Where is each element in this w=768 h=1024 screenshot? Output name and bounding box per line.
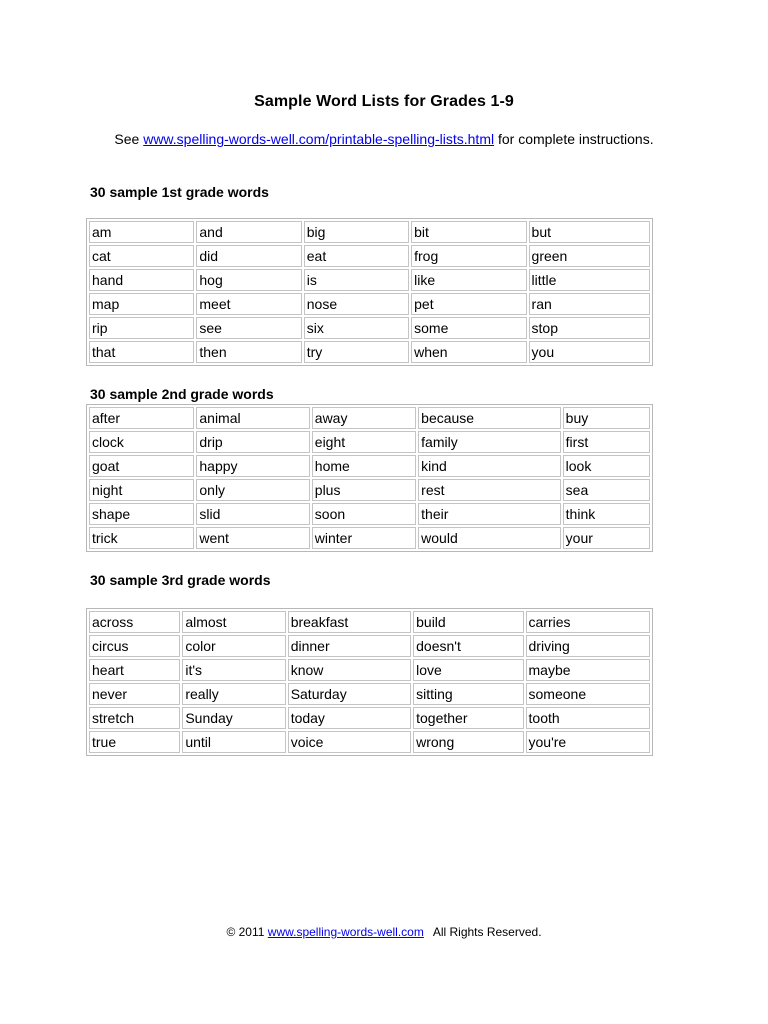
word-cell: and xyxy=(196,221,301,243)
word-cell: slid xyxy=(196,503,309,525)
word-cell: buy xyxy=(563,407,650,429)
table-row xyxy=(89,707,650,729)
word-cell: their xyxy=(418,503,561,525)
word-cell: first xyxy=(563,431,650,453)
word-cell: happy xyxy=(196,455,309,477)
word-cell: like xyxy=(411,269,526,291)
word-cell: stop xyxy=(529,317,650,339)
table-row xyxy=(89,635,650,657)
table-row xyxy=(89,341,650,363)
word-cell: winter xyxy=(312,527,416,549)
word-cell: really xyxy=(182,683,285,705)
table-row xyxy=(89,221,650,243)
word-cell: bit xyxy=(411,221,526,243)
table-row xyxy=(89,611,650,633)
word-cell: sea xyxy=(563,479,650,501)
word-cell: see xyxy=(196,317,301,339)
word-cell: plus xyxy=(312,479,416,501)
word-cell: drip xyxy=(196,431,309,453)
word-cell: frog xyxy=(411,245,526,267)
word-cell: until xyxy=(182,731,285,753)
word-cell: almost xyxy=(182,611,285,633)
table-row xyxy=(89,683,650,705)
word-cell: breakfast xyxy=(288,611,411,633)
word-cell: away xyxy=(312,407,416,429)
word-cell: maybe xyxy=(526,659,650,681)
section-heading-grade-1: 30 sample 1st grade words xyxy=(90,184,269,200)
word-cell: try xyxy=(304,341,409,363)
section-heading-grade-2: 30 sample 2nd grade words xyxy=(90,386,274,402)
word-cell: together xyxy=(413,707,523,729)
word-cell: did xyxy=(196,245,301,267)
word-cell: carries xyxy=(526,611,650,633)
footer xyxy=(0,925,768,939)
word-cell: circus xyxy=(89,635,180,657)
word-cell: am xyxy=(89,221,194,243)
word-cell: when xyxy=(411,341,526,363)
word-cell: big xyxy=(304,221,409,243)
word-cell: today xyxy=(288,707,411,729)
word-cell: rip xyxy=(89,317,194,339)
intro-suffix: for complete instructions. xyxy=(494,131,654,147)
word-cell: rest xyxy=(418,479,561,501)
word-cell: build xyxy=(413,611,523,633)
table-row xyxy=(89,659,650,681)
word-cell: went xyxy=(196,527,309,549)
word-cell: pet xyxy=(411,293,526,315)
word-cell: hand xyxy=(89,269,194,291)
site-link[interactable]: www.spelling-words-well.com xyxy=(267,925,424,939)
word-cell: but xyxy=(529,221,650,243)
word-cell: kind xyxy=(418,455,561,477)
word-cell: is xyxy=(304,269,409,291)
word-cell: soon xyxy=(312,503,416,525)
word-cell: know xyxy=(288,659,411,681)
word-cell: driving xyxy=(526,635,650,657)
word-cell: six xyxy=(304,317,409,339)
word-cell: little xyxy=(529,269,650,291)
word-cell: clock xyxy=(89,431,194,453)
table-row xyxy=(89,245,650,267)
table-row xyxy=(89,455,650,477)
word-cell: you xyxy=(529,341,650,363)
table-row xyxy=(89,527,650,549)
word-cell: night xyxy=(89,479,194,501)
word-cell: because xyxy=(418,407,561,429)
word-cell: shape xyxy=(89,503,194,525)
intro-line xyxy=(0,131,768,147)
word-cell: Sunday xyxy=(182,707,285,729)
word-cell: home xyxy=(312,455,416,477)
word-cell: some xyxy=(411,317,526,339)
page-title: Sample Word Lists for Grades 1-9 xyxy=(254,93,514,110)
table-row xyxy=(89,503,650,525)
instructions-link[interactable]: www.spelling-words-well.com/printable-spelling-lists.html xyxy=(143,131,495,147)
word-cell: eight xyxy=(312,431,416,453)
word-cell: wrong xyxy=(413,731,523,753)
word-cell: it's xyxy=(182,659,285,681)
word-cell: that xyxy=(89,341,194,363)
word-cell: doesn't xyxy=(413,635,523,657)
word-cell: tooth xyxy=(526,707,650,729)
word-cell: stretch xyxy=(89,707,180,729)
word-cell: someone xyxy=(526,683,650,705)
word-cell: sitting xyxy=(413,683,523,705)
word-cell: you're xyxy=(526,731,650,753)
word-cell: true xyxy=(89,731,180,753)
intro-prefix: See xyxy=(114,131,144,147)
word-cell: after xyxy=(89,407,194,429)
table-row xyxy=(89,479,650,501)
word-table-grade-3 xyxy=(86,608,653,756)
word-cell: look xyxy=(563,455,650,477)
word-cell: cat xyxy=(89,245,194,267)
word-cell: then xyxy=(196,341,301,363)
word-cell: Saturday xyxy=(288,683,411,705)
word-cell: your xyxy=(563,527,650,549)
word-cell: never xyxy=(89,683,180,705)
word-cell: across xyxy=(89,611,180,633)
word-cell: voice xyxy=(288,731,411,753)
word-cell: only xyxy=(196,479,309,501)
word-cell: think xyxy=(563,503,650,525)
word-cell: map xyxy=(89,293,194,315)
word-cell: meet xyxy=(196,293,301,315)
word-cell: goat xyxy=(89,455,194,477)
word-cell: eat xyxy=(304,245,409,267)
table-row xyxy=(89,317,650,339)
word-cell: dinner xyxy=(288,635,411,657)
table-row xyxy=(89,407,650,429)
section-heading-grade-3: 30 sample 3rd grade words xyxy=(90,572,271,588)
word-cell: love xyxy=(413,659,523,681)
word-cell: animal xyxy=(196,407,309,429)
word-cell: trick xyxy=(89,527,194,549)
word-cell: hog xyxy=(196,269,301,291)
rights-text: All Rights Reserved. xyxy=(432,925,542,939)
word-cell: color xyxy=(182,635,285,657)
word-cell: green xyxy=(529,245,650,267)
table-row xyxy=(89,293,650,315)
word-cell: heart xyxy=(89,659,180,681)
table-row xyxy=(89,731,650,753)
word-cell: nose xyxy=(304,293,409,315)
word-cell: ran xyxy=(529,293,650,315)
table-row xyxy=(89,269,650,291)
copyright-text: © 2011 xyxy=(226,925,268,939)
word-cell: would xyxy=(418,527,561,549)
word-cell: family xyxy=(418,431,561,453)
table-row xyxy=(89,431,650,453)
word-table-grade-2 xyxy=(86,404,653,552)
word-table-grade-1 xyxy=(86,218,653,366)
